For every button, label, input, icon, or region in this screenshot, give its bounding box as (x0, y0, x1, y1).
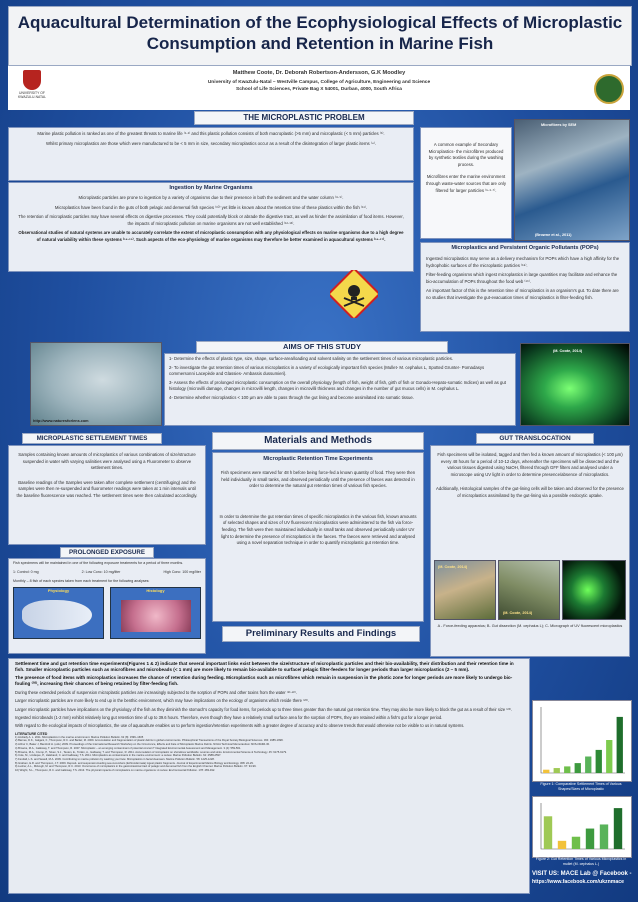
affiliation (8, 79, 630, 93)
chart-bar (614, 808, 622, 849)
methods-heading: Materials and Methods (212, 432, 424, 450)
photo-a-label: (M. Coote, 2014) (438, 565, 468, 569)
reference: 1) Andrady A. L. 2011. Microplastics in the marine environment. Marine Pollution Bulletin. 62 (8): 1596–1605 (15, 735, 144, 739)
prolonged-monthly: Monthly – 8 fish of each species taken from each treatment for the following analyses: (13, 578, 150, 583)
methods-p1: Fish specimens were starved for 48 h before being force-fed a known quantity of food. They were then held individually in small tanks, and observed periodically until the presence of faeces was detected in order to determine the natural gut retention times of various fish species. (220, 470, 416, 489)
chart-axis (541, 707, 625, 773)
reference: 5) Browne, M.A., Crump, P., Niven, S.J., Teuten, E., Tonkin, A., Galloway, T. and Thompson, R. 2011. Accumulation of microplastic on shorelines worldwide: sources and sinks. Environmental Science & Technology. 45: 9175-9179. (15, 750, 287, 754)
aim-3: 3- Assess the effects of prolonged microplastic consumption on the overall physiology (length of fish, weight of fish, girth of fish or Gonado-Hepato-somatic Indices) as well as gut histology (microvilli damage, changes in microvilli length, changes in microvilli thickness and changes in the number of gut mucus cells) in M. cephalus L. (169, 379, 506, 392)
chart-bar (554, 768, 560, 773)
reference: 7) Fendall, L.S. and Sewell, M.A. 2009. Contributing to marine pollution by washing your face: Microplastics in facial cleansers. Marine Pollution Bulletin. 58: 1225-1228. (15, 757, 215, 761)
ingestion-p2: Microplastics have been found in the guts of both pelagic and demersal fish species ⁽¹⁰⁾ yet little is known about the retention time of these plastics within the fish ⁽¹¹⁾. (54, 204, 368, 210)
pops-p3: An important factor of this is the retention time of microplastics in an organism's gut. To date there are no studies that investigate the gut-evacuation times of microplastics in filter-feeding fish. (426, 288, 619, 300)
college-logo-icon (594, 74, 624, 104)
photo-right-caption: (M. Coote, 2014) (553, 349, 583, 353)
figure-2-caption: Figure 2: Gut Retention Times of Various Microplastics in mullet (M. cephalus L.) (535, 857, 627, 866)
title-box (8, 6, 632, 66)
prolonged-panel (8, 558, 206, 654)
methods-p2: In order to determine the gut retention times of specific microplastics in the various fish, known amounts of selected shapes and sizes of UV fluorescent microplastics were administered to the fish via force-feeding. The fish were then maintained individually in small tanks and observed periodically under UV light to determine the presence of microplastics in the faeces. The faeces were retrieved and analysed using a novel separation technique in order to quantify microplastic gut retention time. (219, 513, 417, 546)
dissection-photo (498, 560, 560, 620)
aims-heading: AIMS OF THIS STUDY (196, 341, 448, 353)
ingestion-p1: Microplastic particles are prone to ingestion by a variety of organisms due to their presence in both the sediment and the water column ⁽⁸·⁹⁾. (78, 195, 344, 200)
treatments-row (13, 569, 201, 576)
aims-panel (164, 353, 516, 426)
photo-label-bottom: (Browne et al., 2011) (535, 233, 572, 237)
visit-line-1: VISIT US: MACE Lab @ Facebook - (532, 871, 632, 877)
treatment-1: 1: Control: 0 mg (13, 570, 39, 574)
copepod-photo (30, 342, 162, 426)
reference: 4) Browne, M.A., Galloway, T. and Thompson, R. 2007. Microplastic – an emerging contaminant of potential concern? Integrated Environmental Assessment and Management. 3 (4): 559-561. (15, 746, 242, 750)
problem-p4: Microfibres enter the marine environment through waste-water sources that are only filtered for larger particles ⁽⁵·⁶·⁷⁾. (426, 174, 507, 193)
ingestion-p4: Observational studies of natural systems are unable to accurately correlate the extent of microplastic consumption with any physiological effects on marine organisms due to a high degree of natural variability within these systems ⁽¹⁴·¹⁵⁾. Such aspects of the eco-physiology of marine organisms may therefore be better examined in aquacultural systems ⁽¹⁶·¹⁷⁾. (18, 230, 404, 242)
problem-p2: Whilst primary microplastics are those which were manufactured to be < 5 mm in size, secondary microplastics occur as a result of the disintegration of larger plastic items ⁽⁴⁾. (45, 140, 377, 146)
result-bullet-4: Larger microplastic particles are more likely to end up in the benthic environment, which may have implications on the ecology of organisms which reside there ⁽²³⁾. (15, 698, 309, 704)
pops-panel (420, 242, 630, 332)
treatment-2: 2: Low Conc: 10 mg/liter (81, 570, 121, 574)
ingestion-p3: The retention of microplastic particles may have several effects on digestive processes. They could potentially block or abrade the digestive tract, as well as hinder the assimilation of food items. However, the impacts of microplastic pollution on marine organisms are not well established ⁽¹²·¹³⁾. (18, 214, 404, 226)
affiliation-line-1: University of KwaZulu-Natal – Westville Campus, College of Agriculture, Engineering and Science (207, 80, 431, 85)
histology-box (110, 587, 201, 639)
translocation-caption: A - Force-feeding apparatus; B- Gut dissection (M. cephalus L); C- Micrograph of UV fluorescent microplastics (437, 624, 623, 628)
physiology-box (13, 587, 104, 639)
prolonged-heading: PROLONGED EXPOSURE (60, 547, 154, 558)
literature-heading: LITERATURE CITED (15, 731, 48, 736)
settlement-p1: Samples containing known amounts of microplastics of various combinations of size/structure suspended in water with varying salinities were analysed using a Fluorometer to observe settlement times. (18, 452, 196, 471)
chart-axis (541, 803, 625, 849)
aim-2: 2- To investigate the gut retention times of various microplastics in a variety of ecologically important fish species (Mullet- M. cephalus L, Spotted Grunter- Pomadasys commersonni Lacepède and Glassies- Ambassis dussumieri). (169, 364, 485, 377)
figure-2-chart (532, 796, 632, 858)
settlement-heading: MICROPLASTIC SETTLEMENT TIMES (22, 433, 162, 444)
problem-p1: Marine plastic pollution is ranked as one of the greatest threats to marine life ⁽¹·²⁾ and this plastic pollution consists of both macroplastic (>5 mm) and microplastic (< 5 mm) particles ⁽³⁾. (37, 131, 385, 136)
settlement-p2: Baseline readings of the Samples were taken after complete settlement (centrifuging) and the samples were then re-suspended and fluorometer readings were taken at 1 min intervals until the baseline fluorescence was reached. The settlement times were then calculated accordingly. (16, 479, 198, 498)
pops-p1: Ingested microplastics may serve as a delivery mechanism for POPs which have a high affinity for the hydrophobic surfaces of the microplastic particles ⁽¹⁸⁾. (426, 256, 620, 268)
aim-1: 1- Determine the effects of plastic type, size, shape, surface-area/loading and solvent salinity on the settlement times of various microplastic particles. (169, 356, 454, 361)
facebook-link[interactable]: https://www.facebook.com/ukznmace (532, 879, 625, 885)
aim-4: 4- Determine whether microplastics < 100 µm are able to pass through the gut lining and become assimilated into somatic tissue. (169, 394, 415, 400)
affiliation-line-2: School of Life Sciences, Private Bag X 54001, Durban, 4000, South Africa (236, 87, 402, 92)
histology-title: Histology (146, 587, 165, 593)
references-list (15, 736, 523, 773)
reference: 3) Arthur C, Baker J, Bamford H. (eds.) 2009. Proceedings of the International Research Workshop on the Occurrence, Effects and Fate of Microplastic Marine Debris. NOAA Technical Memorandum NOS-OR&R-30. (15, 743, 270, 747)
chart-bar (558, 841, 566, 849)
reference: 8) Graham, E.R. and Thompson, J.T. 2009. Deposit- and suspension-feeding sea cucumbers (Echinodermata) ingest plastic fragments. Journal of Experimental Marine Biology and Ecology. 368: 22-29. (15, 761, 254, 765)
methods-subheading: Microplastic Retention Time Experiments (263, 456, 373, 462)
fish-diagram-icon (22, 600, 92, 630)
poster-title: Aquacultural Determination of the Ecophysiological Effects of Microplastic Consumption and Retention in Marine Fish (17, 13, 623, 53)
uv-fish-photo (520, 343, 630, 426)
uv-micrograph-photo (562, 560, 626, 620)
treatment-3: High Conc: 100 mg/liter (163, 570, 201, 574)
methods-panel (212, 452, 424, 622)
prolonged-intro: Fish specimens will be maintained in one of the following exposure treatments for a period of three months. (13, 561, 184, 565)
chart-bar (544, 816, 552, 849)
chart-bar (564, 766, 570, 773)
results-heading: Preliminary Results and Findings (222, 626, 420, 642)
analysis-boxes (13, 587, 201, 639)
pops-p2: Filter-feeding organisms which ingest microplastics in large quantities may facilitate and enhance the bio-accumulation of POPs throughout the food web ⁽¹⁹⁾. (426, 272, 618, 284)
physiology-title: Physiology (47, 587, 70, 593)
photo-left-caption: http://www.naturesforlens.com (33, 419, 89, 423)
problem-panel (8, 127, 414, 181)
visit-us (532, 870, 636, 886)
reference: 10) Wright, S.L., Thompson, R.C. and Galloway, T.S. 2013. The physical impacts of microplastics on marine organisms: A review. Environmental Pollution. 178: 483-492. (15, 769, 216, 773)
logo-left-text: UNIVERSITY OF KWAZULU-NATAL (17, 91, 46, 99)
translocation-heading: GUT TRANSLOCATION (476, 433, 594, 444)
reference: 2) Barnes, D.K., Galgani, F., Thompson, R.C. and Barlaz, M. 2009. Accumulation and fragmentation of plastic debris in global environments. Philosophical Transactions of the Royal Society Biological Sciences. 364: 1985-1998. (15, 739, 284, 743)
chart-bar (600, 824, 608, 849)
figure-1-caption: Figure 1: Comparative Settlement Times of Various Shapes/Sizes of Microplastic (540, 782, 622, 791)
histology-micrograph-icon (121, 600, 191, 632)
reference: 6) Cole, M., Lindeque, P., Halsband, C. and Galloway, T.S. 2011. Microplastics as contaminants in the marine environment: a review. Marine Pollution Bulletin. 62: 2588-2597. (15, 754, 222, 758)
figure-1-chart (532, 700, 632, 782)
pops-heading: Microplastics and Persistent Organic Pollutants (POPs) (451, 245, 599, 251)
microfibre-photo (514, 119, 630, 241)
result-bullet-3: During these extended periods of suspension microplastic particles are increasingly subjected to the sorption of POPs and other toxins from the water ⁽²¹·²²⁾. (15, 689, 297, 695)
result-bullet-5: Larger microplastic particles have implications on the physiology of the fish as they diminish the stomach's capacity for food items, for periods up to three times greater than the natural gut retention time. They may also be more likely to block the gut as a result of their size ⁽²³⁾. (15, 706, 513, 712)
settlement-panel (8, 445, 206, 545)
chart-bar (585, 757, 591, 774)
header-band (8, 66, 630, 110)
problem-p3: A common example of Secondary Microplastics- the microfibres produced by synthetic textiles during the washing process. (428, 142, 504, 167)
chart-bar (543, 770, 549, 773)
problem-heading: THE MICROPLASTIC PROBLEM (194, 111, 414, 125)
translocation-p2: Additionally, Histological samples of the gut-lining cells will be taken and observed for the presence of microplastics assimilated by the gut-lining via a possible endocytic uptake. (436, 486, 624, 498)
force-feeding-photo (434, 560, 496, 620)
figure-2-svg (533, 797, 629, 855)
result-bullet-6: Ingested microbeads (1-2 mm) exhibit relatively long gut retention time of up to 39.6 hours. Therefore, even though they have a relatively small surface area for the sorption of POPs, they are retained within a fish's gut for a longer period. (15, 714, 443, 720)
reference: 9) Lusher, A.L., McHugh, M. and Thompson, R.C. 2013. Occurrence of microplastics in the gastrointestinal tract of pelagic and demersal fish from the English Channel. Marine Pollution Bulletin. 67: 94-99. (15, 765, 257, 769)
authors: Matthew Coote, Dr. Deborah Robertson-Andersson, G.K Moodley (232, 70, 406, 76)
toxic-warning-icon (330, 270, 378, 318)
chart-bar (575, 763, 581, 773)
chart-bar (572, 837, 580, 849)
result-bullet-2: The presence of food items with microplastics increases the chance of retention during feeding. Microplastics such as microfibres which remain in suspension in the photic zone for longer periods are more likely to undergo bio-fouling ⁽²⁰⁾, increasing their chances of being retained by filter-feeding fish. (15, 675, 513, 687)
chart-bar (596, 750, 602, 773)
result-bullet-1: Settlement time and gut retention time experiments(Figures 1 & 2) indicate that several important links exist between the size/structure of microplastic particles and their bio-availability, their distribution and their retention time in fish. Smaller microplastic particles such as microfibres and microbeads (< 1 mm) are more likely to remain bio-available to surface/ pelagic filter-feeders for longer periods than larger microplastics (2 – 5 mm). (15, 661, 514, 672)
photo-label-top: Microfibres by SEM (541, 123, 577, 127)
chart-bar (617, 717, 623, 773)
ingestion-panel (8, 182, 414, 272)
chart-bar (606, 740, 612, 773)
microfibre-panel (420, 127, 512, 239)
translocation-p1: Fish specimens will be isolated, tagged and then fed a known amount of microplastics (< 100 µm) every 48 hours for a period of 10-12 days, whereafter the specimens will be dissected and the various tissues digested using NaOH, filtered through GFF filters and analysed under a microscope using UV light in order to determine presence/absence of microplastics. (437, 452, 623, 477)
figure-1-svg (533, 701, 629, 779)
photo-b-label: (M. Coote, 2014) (503, 611, 533, 615)
chart-bar (586, 829, 594, 849)
results-panel (8, 658, 530, 894)
result-bullet-7: With regard to the ecological impacts of microplastics, the use of aquaculture enables us to perform ingestion/retention experiments with a greater degree of accuracy and to observe trends that would otherwise not be visible to us in natural systems. (15, 723, 465, 729)
ingestion-heading: Ingestion by Marine Organisms (169, 185, 253, 191)
